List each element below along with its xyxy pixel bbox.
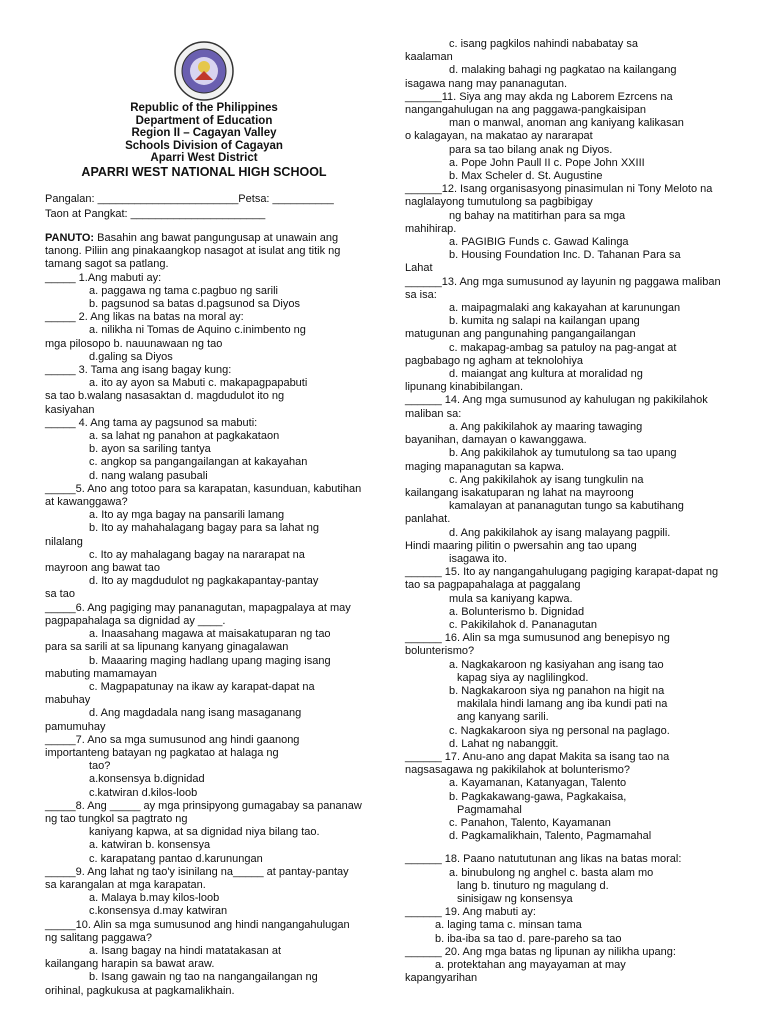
- choice-line: a.konsensya b.dignidad: [89, 773, 205, 786]
- choice-line: d. Pagkamalikhain, Talento, Pagmamahal: [449, 830, 652, 843]
- question-line: mahihirap.: [405, 222, 457, 235]
- choice-line: d. Ang magdadala nang isang masaganang: [89, 707, 302, 720]
- choice-line: man o manwal, anoman ang kaniyang kalikasan: [449, 117, 684, 130]
- question-line: _____10. Alin sa mga sumusunod ang hindi nangangahulugan ng salitang paggawa?: [45, 918, 350, 944]
- choice-line: a. maipagmalaki ang kakayahan at karunungan: [449, 302, 681, 315]
- choice-line: b. Housing Foundation Inc. D. Tahanan Para sa: [449, 249, 681, 262]
- choice-line: c.konsensya d.may katwiran: [89, 905, 228, 918]
- question-line: ______ 18. Paano natututunan ang likas na batas moral:: [405, 853, 682, 866]
- choice-line: c. Pakikilahok d. Pananagutan: [449, 618, 597, 631]
- choice-line: b. iba-iba sa tao d. pare-pareho sa tao: [435, 932, 622, 945]
- question-line: kasiyahan: [45, 403, 95, 416]
- name-date-field[interactable]: Pangalan: _______________________Petsa: __________: [45, 193, 334, 205]
- choice-line: Pagmamahal: [457, 803, 522, 816]
- question-line: _____6. Ang pagiging may pananagutan, mapagpalaya at may pagpapahalaga sa dignidad ay ____.: [45, 601, 351, 627]
- question-line: mabuhay: [45, 694, 91, 707]
- choice-line: b. Isang gawain ng tao na nangangailangan ng: [89, 971, 318, 984]
- question-line: _____7. Ano sa mga sumusunod ang hindi gaanong importanteng batayan ng pagkatao at halaga ng: [45, 733, 300, 759]
- choice-line: para sa tao bilang anak ng Diyos.: [449, 143, 613, 156]
- question-line: bayanihan, damayan o kawanggawa.: [405, 434, 587, 447]
- question-line: ______11. Siya ang may akda ng Laborem Ezrcens na nangangahulugan na ang paggawa-pangkaisipan: [405, 90, 673, 117]
- choice-line: isagawa ito.: [449, 552, 508, 565]
- left-column: [45, 40, 363, 998]
- choice-line: a. protektahan ang mayayaman at may: [435, 959, 626, 972]
- question-line: ______ 16. Alin sa mga sumusunod ang benepisyo ng bolunterismo?: [405, 632, 670, 658]
- deped-seal-icon: [173, 40, 235, 102]
- instructions-text: Basahin ang bawat pangungusap at unawain ang tanong. Piliin ang pinakaangkop nasagot at isulat ang titik ng tamang sagot sa patlang.: [45, 232, 341, 271]
- question-line: kaalaman: [405, 51, 453, 64]
- choice-line: c. Ito ay mahalagang bagay na nararapat na: [89, 548, 305, 561]
- right-question-list: [405, 38, 723, 985]
- question-line: o kalagayan, na makatao ay nararapat: [405, 130, 593, 143]
- choice-line: b. Pagkakawang-gawa, Pagkakaisa,: [449, 790, 627, 803]
- left-question-list: [45, 272, 363, 998]
- choice-line: a. Bolunterismo b. Dignidad: [449, 605, 585, 618]
- choice-line: a. Kayamanan, Katanyagan, Talento: [449, 777, 627, 790]
- question-line: isagawa nang may pananagutan.: [405, 77, 568, 90]
- question-line: _____ 4. Ang tama ay pagsunod sa mabuti:: [45, 416, 258, 429]
- question-line: Lahat: [405, 262, 433, 275]
- choice-line: a. Isang bagay na hindi matatakasan at: [89, 944, 282, 957]
- choice-line: kamalayan at pananagutan tungo sa kabutihang: [449, 500, 684, 513]
- choice-line: c. Ang pakikilahok ay isang tungkulin na: [449, 473, 644, 486]
- choice-line: a. ito ay ayon sa Mabuti c. makapagpapabuti: [89, 377, 308, 390]
- choice-line: a. paggawa ng tama c.pagbuo ng sarili: [89, 284, 278, 297]
- question-line: mga pilosopo b. nauunawaan ng tao: [45, 337, 223, 350]
- question-line: sa tao b.walang nasasaktan d. magdudulot ito ng: [45, 390, 285, 403]
- header-department: Department of Education: [135, 114, 273, 127]
- choice-line: ang kanyang sarili.: [457, 711, 549, 724]
- question-line: kailangang isakatuparan ng lahat na mayroong: [405, 486, 634, 499]
- choice-line: a. Inaasahang magawa at maisakatuparan ng tao: [89, 628, 331, 641]
- choice-line: d. nang walang pasubali: [89, 469, 208, 482]
- question-line: panlahat.: [405, 513, 451, 526]
- choice-line: b. Ito ay mahahalagang bagay para sa lahat ng: [89, 522, 319, 535]
- choice-line: a. sa lahat ng panahon at pagkakataon: [89, 430, 280, 443]
- question-line: matugunan ang pangunahing pangangailangan: [405, 328, 636, 341]
- choice-line: a. Pope John Paull II c. Pope John XXIII: [449, 156, 645, 169]
- choice-line: a. Malaya b.may kilos-loob: [89, 892, 220, 905]
- choice-line: a. Ang pakikilahok ay maaring tawaging: [449, 420, 643, 433]
- question-line: _____ 3. Tama ang isang bagay kung:: [45, 364, 232, 377]
- instructions: [45, 232, 363, 272]
- choice-line: d. Ang pakikilahok ay isang malayang pagpili.: [449, 526, 671, 539]
- choice-line: d. Lahat ng nabanggit.: [449, 737, 559, 750]
- header-region: Region II – Cagayan Valley: [131, 127, 277, 139]
- choice-line: a. laging tama c. minsan tama: [435, 919, 582, 932]
- question-line: _____9. Ang lahat ng tao'y isinilang na_____ at pantay-pantay sa karangalan at mga karapatan.: [45, 865, 349, 891]
- choice-line: b. kumita ng salapi na kailangan upang: [449, 315, 640, 328]
- choice-line: c. makapag-ambag sa patuloy na pag-angat at: [449, 341, 677, 354]
- question-line: ______ 14. Ang mga sumusunod ay kahulugan ng pakikilahok maliban sa:: [405, 394, 708, 420]
- choice-line: kaniyang kapwa, at sa dignidad niya bilang tao.: [89, 826, 320, 839]
- question-line: ______ 19. Ang mabuti ay:: [405, 906, 536, 919]
- choice-line: b. ayon sa sariling tantya: [89, 443, 211, 456]
- question-line: _____ 2. Ang likas na batas na moral ay:: [45, 311, 244, 324]
- choice-line: d. malaking bahagi ng pagkatao na kailangang: [449, 64, 677, 77]
- year-section-field[interactable]: Taon at Pangkat: ______________________: [45, 208, 266, 220]
- choice-line: c. angkop sa pangangailangan at kakayahan: [89, 456, 308, 469]
- choice-line: a. Ito ay mga bagay na pansarili lamang: [89, 509, 285, 522]
- question-line: mabuting mamamayan: [45, 667, 157, 680]
- question-line: orihinal, pagkukusa at pagkamalikhain.: [45, 984, 235, 997]
- choice-line: c. Nagkakaroon siya ng personal na paglago.: [449, 724, 670, 737]
- question-line: pagbabago ng agham at teknolohiya: [405, 354, 583, 367]
- question-line: mayroon ang bawat tao: [45, 562, 160, 575]
- question-line: ______12. Isang organisasyong pinasimulan ni Tony Meloto na naglalayong tumutulong sa pagbibigay: [405, 183, 713, 209]
- choice-line: c. isang pagkilos nahindi nababatay sa: [449, 38, 638, 50]
- question-line: kapangyarihan: [405, 972, 478, 985]
- choice-line: makilala hindi lamang ang iba kundi pati na: [457, 698, 668, 711]
- choice-line: c. Panahon, Talento, Kayamanan: [449, 816, 611, 829]
- choice-line: a. Nagkakaroon ng kasiyahan ang isang tao: [449, 658, 664, 671]
- choice-line: tao?: [89, 760, 111, 773]
- choice-line: a. nilikha ni Tomas de Aquino c.inimbento ng: [89, 324, 306, 337]
- question-line: nilalang: [45, 535, 83, 548]
- question-line: para sa sarili at sa lipunang kanyang ginagalawan: [45, 641, 289, 654]
- right-column: [405, 38, 723, 985]
- choice-line: b. Ang pakikilahok ay tumutulong sa tao upang: [449, 447, 677, 460]
- header-school-name: APARRI WEST NATIONAL HIGH SCHOOL: [81, 164, 327, 179]
- choice-line: c. Magpapatunay na ikaw ay karapat-dapat na: [89, 680, 315, 693]
- choice-line: b. Nagkakaroon siya ng panahon na higit na: [449, 684, 665, 697]
- question-line: _____ 1.Ang mabuti ay:: [45, 271, 162, 284]
- choice-line: mula sa kaniyang kapwa.: [449, 592, 573, 605]
- choice-line: d. Ito ay magdudulot ng pagkakapantay-pantay: [89, 575, 319, 588]
- choice-line: sinisigaw ng konsensya: [457, 893, 573, 905]
- choice-line: ng bahay na matitirhan para sa mga: [449, 209, 626, 222]
- header-district: Aparri West District: [150, 152, 258, 164]
- choice-line: a. PAGIBIG Funds c. Gawad Kalinga: [449, 236, 629, 249]
- question-line: ______13. Ang mga sumusunod ay layunin ng paggawa maliban sa isa:: [405, 275, 721, 301]
- choice-line: c. karapatang pantao d.karunungan: [89, 852, 263, 865]
- question-line: lipunang kinabibilangan.: [405, 381, 524, 394]
- choice-line: d. maiangat ang kultura at moralidad ng: [449, 368, 643, 381]
- choice-line: b. Maaaring maging hadlang upang maging isang: [89, 654, 331, 667]
- question-line: _____8. Ang _____ ay mga prinsipyong gumagabay sa pananaw ng tao tungkol sa pagtrato ng: [45, 799, 362, 825]
- choice-line: c.katwiran d.kilos-loob: [89, 786, 198, 799]
- question-line: pamumuhay: [45, 720, 106, 733]
- choice-line: b. pagsunod sa batas d.pagsunod sa Diyos: [89, 298, 300, 311]
- header-division: Schools Division of Cagayan: [125, 139, 283, 152]
- question-line: ______ 20. Ang mga batas ng lipunan ay nilikha upang:: [405, 945, 676, 958]
- question-line: sa tao: [45, 588, 75, 601]
- header-republic: Republic of the Philippines: [130, 102, 278, 114]
- choice-line: d.galing sa Diyos: [89, 350, 173, 363]
- question-line: kailangang harapin sa bawat araw.: [45, 958, 215, 971]
- choice-line: b. Max Scheler d. St. Augustine: [449, 170, 603, 183]
- choice-line: lang b. tinuturo ng magulang d.: [457, 879, 609, 892]
- question-line: maging mapanagutan sa kapwa.: [405, 460, 564, 473]
- choice-line: a. katwiran b. konsensya: [89, 839, 211, 852]
- question-line: _____5. Ano ang totoo para sa karapatan, kasunduan, kabutihan at kawanggawa?: [45, 482, 362, 509]
- question-line: ______ 15. Ito ay nangangahulugang pagiging karapat-dapat ng tao sa pagpapahalaga at paggalang: [405, 566, 719, 592]
- student-info: [45, 192, 363, 222]
- choice-line: kapag siya ay naglilingkod.: [457, 671, 589, 684]
- question-line: ______ 17. Anu-ano ang dapat Makita sa isang tao na nagsasagawa ng pakikilahok at bolunterismo?: [405, 750, 670, 777]
- choice-line: a. binubulong ng anghel c. basta alam mo: [449, 866, 654, 879]
- instructions-label: PANUTO:: [45, 232, 95, 244]
- question-line: Hindi maaring pilitin o pwersahin ang tao upang: [405, 539, 637, 552]
